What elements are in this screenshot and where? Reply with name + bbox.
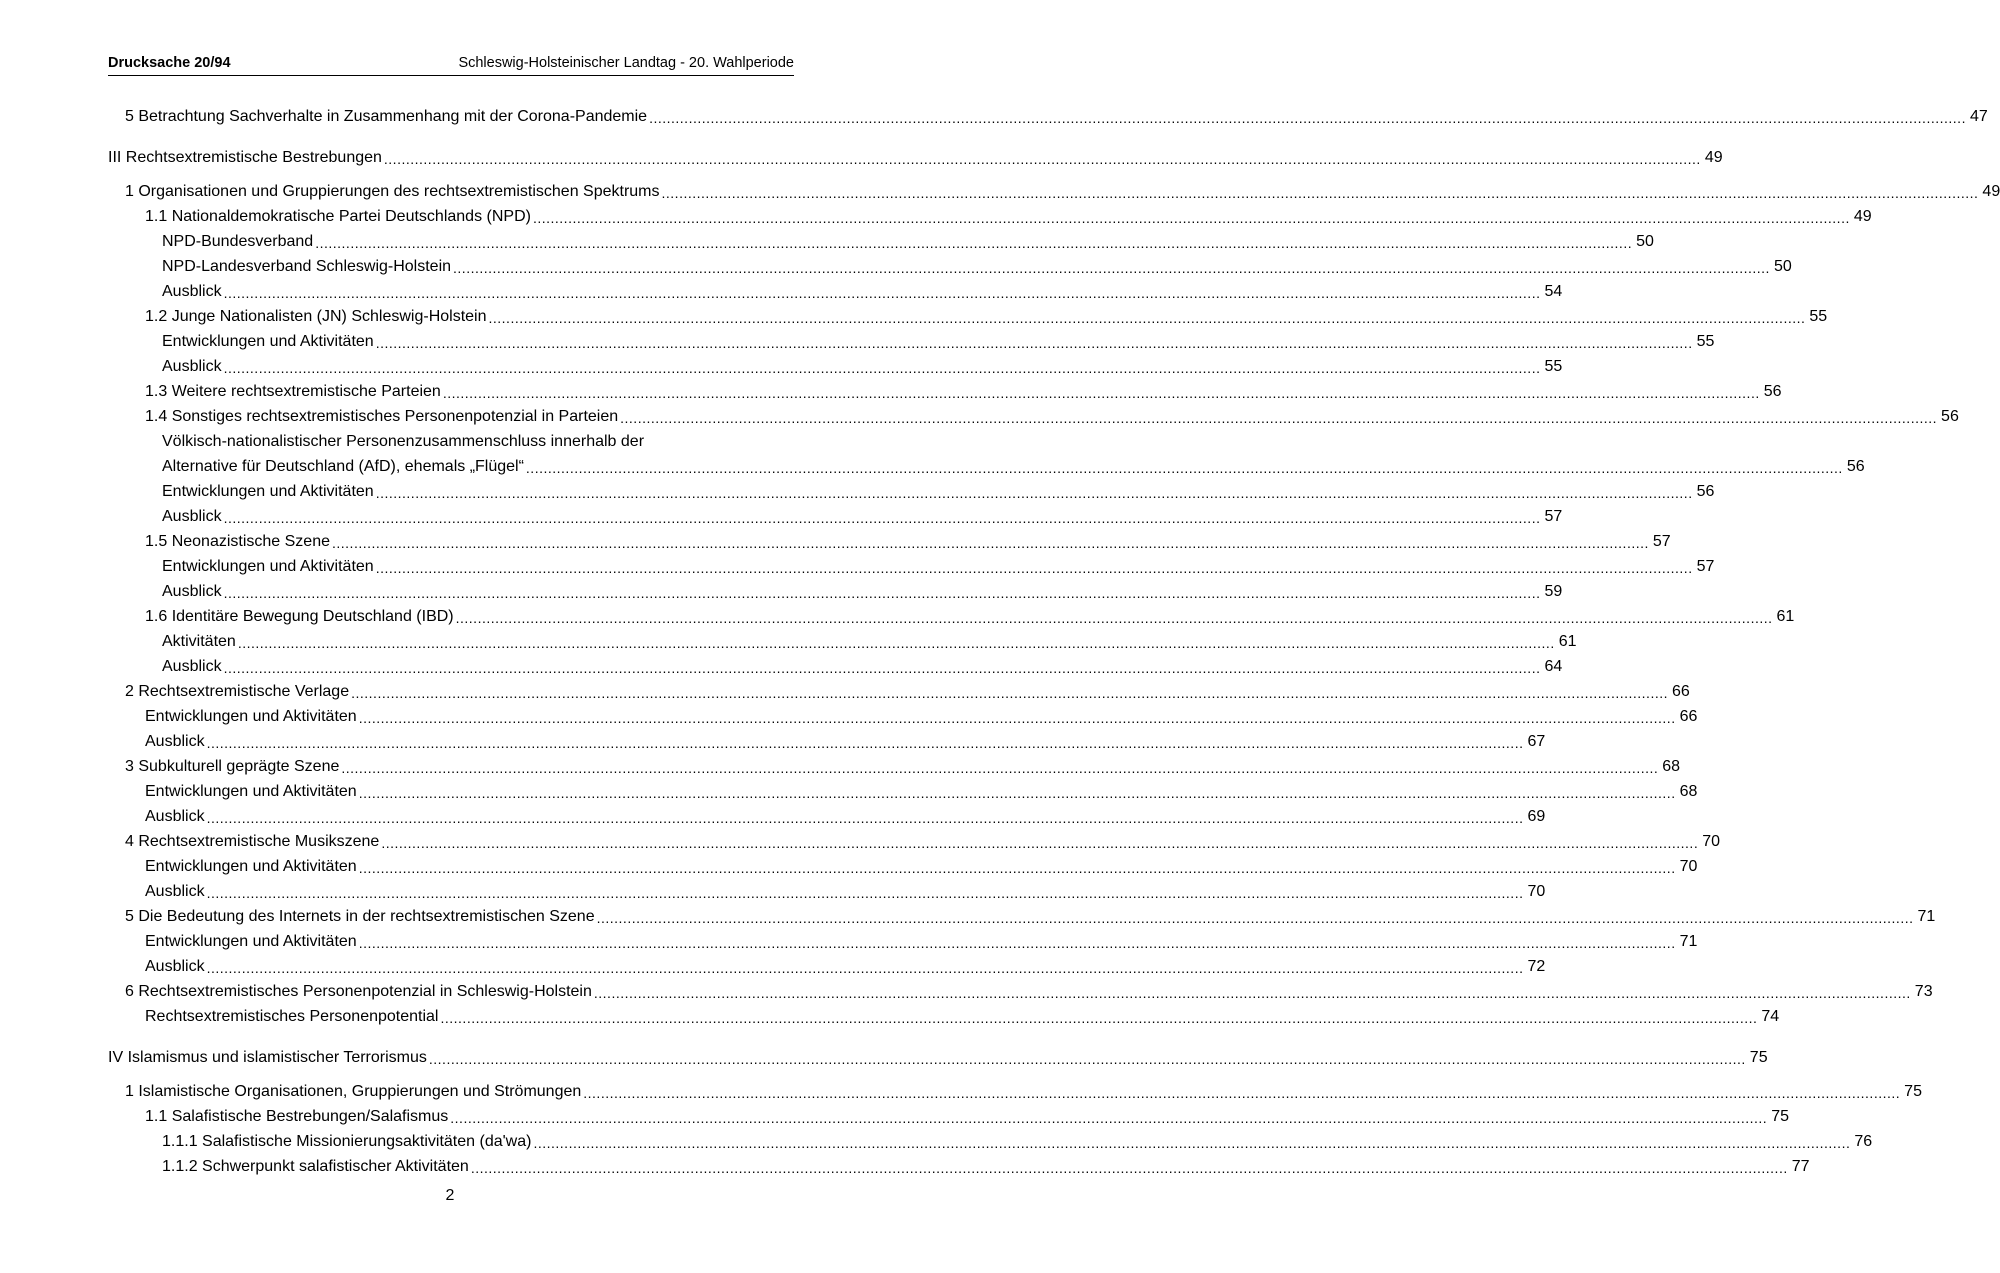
toc-entry[interactable]: [145, 605, 1795, 629]
toc-entry-page: 57: [1544, 508, 1563, 525]
dot-leader: ............................................................................................................................................................................................................................................................................................................: [453, 260, 1770, 276]
parliament-title: Schleswig-Holsteinischer Landtag - 20. Wahlperiode: [458, 55, 794, 71]
toc-entry-page: 66: [1679, 708, 1698, 725]
toc-entry-page: 74: [1761, 1008, 1780, 1025]
dot-leader: ............................................................................................................................................................................................................................................................................................................: [358, 860, 1676, 876]
toc-entry-page: 67: [1527, 733, 1546, 750]
toc-entry-page: 50: [1773, 258, 1792, 275]
dot-leader: ............................................................................................................................................................................................................................................................................................................: [455, 610, 1773, 626]
document-number: Drucksache 20/94: [108, 55, 231, 71]
toc-entry-page: 70: [1702, 833, 1721, 850]
toc-entry-page: 71: [1917, 908, 1936, 925]
toc-entry[interactable]: [145, 730, 1546, 754]
toc-entry-page: 68: [1662, 758, 1681, 775]
toc-entry-title: Völkisch-nationalistischer Personenzusammenschluss innerhalb der: [162, 430, 646, 454]
toc-entry[interactable]: [145, 380, 1782, 404]
toc-entry-page: 55: [1696, 333, 1715, 350]
toc-entry-title: Entwicklungen und Aktivitäten: [162, 480, 376, 504]
toc-entry[interactable]: [125, 905, 1936, 929]
toc-entry[interactable]: [125, 980, 1933, 1004]
dot-leader: ............................................................................................................................................................................................................................................................................................................: [442, 385, 1760, 401]
toc-entry-title: 1.1 Nationaldemokratische Partei Deutschlands (NPD): [145, 205, 533, 229]
toc-entry[interactable]: [162, 455, 1865, 479]
dot-leader: ............................................................................................................................................................................................................................................................................................................: [428, 1051, 1746, 1067]
dot-leader: ............................................................................................................................................................................................................................................................................................................: [649, 110, 1966, 126]
toc-entry[interactable]: [162, 330, 1715, 354]
dot-leader: ............................................................................................................................................................................................................................................................................................................: [620, 410, 1938, 426]
toc-entry-title: Ausblick: [145, 880, 207, 904]
toc-entry-title: 1.6 Identitäre Bewegung Deutschland (IBD): [145, 605, 456, 629]
toc-entry-page: 56: [1846, 458, 1865, 475]
toc-entry-page: 76: [1854, 1133, 1873, 1150]
toc-entry[interactable]: [145, 955, 1546, 979]
toc-entry[interactable]: [145, 855, 1698, 879]
toc-entry-page: 56: [1763, 383, 1782, 400]
toc-entry-title: 6 Rechtsextremistisches Personenpotenzial in Schleswig-Holstein: [125, 980, 594, 1004]
toc-entry-title: Entwicklungen und Aktivitäten: [145, 855, 359, 879]
dot-leader: ............................................................................................................................................................................................................................................................................................................: [470, 1160, 1788, 1176]
toc-entry-page: 75: [1904, 1083, 1922, 1100]
dot-leader: ............................................................................................................................................................................................................................................................................................................: [358, 710, 1676, 726]
dot-leader: ............................................................................................................................................................................................................................................................................................................: [206, 885, 1524, 901]
toc-entry-title: 1.4 Sonstiges rechtsextremistisches Personenpotenzial in Parteien: [145, 405, 620, 429]
toc-entry-title: Entwicklungen und Aktivitäten: [162, 555, 376, 579]
toc-entry-page: 49: [1982, 183, 2000, 200]
toc-entry[interactable]: [162, 430, 794, 454]
toc-entry-page: 54: [1544, 283, 1563, 300]
toc-entry-title: 5 Die Bedeutung des Internets in der rechtsextremistischen Szene: [125, 905, 597, 929]
dot-leader: ............................................................................................................................................................................................................................................................................................................: [237, 635, 1555, 651]
toc-entry-title: 5 Betrachtung Sachverhalte in Zusammenhang mit der Corona-Pandemie: [125, 105, 649, 129]
toc-entry-title: 3 Subkulturell geprägte Szene: [125, 755, 341, 779]
toc-entry-page: 70: [1527, 883, 1546, 900]
dot-leader: ............................................................................................................................................................................................................................................................................................................: [661, 185, 1979, 201]
toc-entry-title: 1.5 Neonazistische Szene: [145, 530, 332, 554]
toc-entry-title: 4 Rechtsextremistische Musikszene: [125, 830, 381, 854]
toc-entry-page: 56: [1696, 483, 1715, 500]
dot-leader: ............................................................................................................................................................................................................................................................................................................: [525, 460, 1843, 476]
toc-entry-title: Ausblick: [145, 955, 207, 979]
toc-entry-title: Ausblick: [162, 580, 224, 604]
toc-entry[interactable]: [145, 805, 1546, 829]
toc-entry[interactable]: [162, 355, 1563, 379]
toc-entry[interactable]: [125, 680, 1690, 704]
dot-leader: ............................................................................................................................................................................................................................................................................................................: [383, 151, 1701, 167]
toc-entry-page: 75: [1749, 1049, 1768, 1066]
dot-leader: ............................................................................................................................................................................................................................................................................................................: [596, 910, 1914, 926]
toc-entry-title: 1.3 Weitere rechtsextremistische Parteien: [145, 380, 443, 404]
dot-leader: ............................................................................................................................................................................................................................................................................................................: [332, 535, 1649, 551]
toc-entry-page: 49: [1853, 208, 1872, 225]
toc-entry-page: 72: [1527, 958, 1546, 975]
page-number: 2: [445, 1187, 455, 1204]
dot-leader: ............................................................................................................................................................................................................................................................................................................: [532, 210, 1850, 226]
toc-entry[interactable]: [162, 255, 1792, 279]
dot-leader: ............................................................................................................................................................................................................................................................................................................: [341, 760, 1659, 776]
toc-entry-title: NPD-Landesverband Schleswig-Holstein: [162, 255, 453, 279]
dot-leader: ............................................................................................................................................................................................................................................................................................................: [375, 560, 1693, 576]
dot-leader: ............................................................................................................................................................................................................................................................................................................: [375, 335, 1693, 351]
toc-entry-page: 61: [1558, 633, 1577, 650]
toc-entry[interactable]: [162, 480, 1715, 504]
toc-entry[interactable]: [125, 1080, 1922, 1104]
toc-entry-title: 1.2 Junge Nationalisten (JN) Schleswig-Holstein: [145, 305, 489, 329]
dot-leader: ............................................................................................................................................................................................................................................................................................................: [488, 310, 1806, 326]
toc-entry[interactable]: [125, 755, 1681, 779]
toc-entry[interactable]: [145, 705, 1698, 729]
dot-leader: ............................................................................................................................................................................................................................................................................................................: [315, 235, 1633, 251]
toc-entry-title: Ausblick: [162, 505, 224, 529]
dot-leader: ............................................................................................................................................................................................................................................................................................................: [223, 510, 1541, 526]
toc-entry-page: 55: [1809, 308, 1828, 325]
dot-leader: ............................................................................................................................................................................................................................................................................................................: [593, 985, 1911, 1001]
toc-entry-page: 47: [1969, 108, 1988, 125]
dot-leader: ............................................................................................................................................................................................................................................................................................................: [381, 835, 1699, 851]
toc-entry-page: 68: [1679, 783, 1698, 800]
toc-entry-title: Entwicklungen und Aktivitäten: [145, 705, 359, 729]
toc-entry-title: Entwicklungen und Aktivitäten: [145, 780, 359, 804]
toc-entry-title: Ausblick: [162, 280, 224, 304]
toc-entry[interactable]: [125, 180, 2000, 204]
toc-entry-page: 73: [1914, 983, 1933, 1000]
toc-entry-title: Ausblick: [145, 805, 207, 829]
toc-entry-title: Entwicklungen und Aktivitäten: [145, 930, 359, 954]
dot-leader: ............................................................................................................................................................................................................................................................................................................: [583, 1085, 1901, 1101]
toc-entry-title: Ausblick: [162, 355, 224, 379]
toc-entry[interactable]: [162, 1130, 1873, 1154]
toc-entry[interactable]: [145, 780, 1698, 804]
toc-entry-page: 66: [1672, 683, 1690, 700]
toc-entry[interactable]: [162, 1155, 1810, 1179]
page-header: [108, 55, 794, 76]
toc-entry-title: 1 Islamistische Organisationen, Gruppierungen und Strömungen: [125, 1080, 583, 1104]
toc-entry-page: 59: [1544, 583, 1563, 600]
toc-entry-page: 57: [1696, 558, 1715, 575]
toc-entry-title: 1.1 Salafistische Bestrebungen/Salafismus: [145, 1105, 450, 1129]
toc-entry-page: 50: [1636, 233, 1654, 250]
toc-entry-title: Ausblick: [145, 730, 207, 754]
dot-leader: ............................................................................................................................................................................................................................................................................................................: [358, 935, 1676, 951]
dot-leader: ............................................................................................................................................................................................................................................................................................................: [533, 1135, 1851, 1151]
toc-entry-title: Entwicklungen und Aktivitäten: [162, 330, 376, 354]
toc-entry[interactable]: [145, 930, 1698, 954]
toc-entry[interactable]: [145, 305, 1828, 329]
dot-leader: ............................................................................................................................................................................................................................................................................................................: [440, 1010, 1758, 1026]
toc-entry-page: 61: [1776, 608, 1795, 625]
toc-entry[interactable]: [125, 105, 1988, 129]
toc-entry-title: IV Islamismus und islamistischer Terrorismus: [108, 1046, 429, 1070]
toc-entry[interactable]: [162, 630, 1577, 654]
toc-entry[interactable]: [162, 555, 1715, 579]
toc-entry[interactable]: [162, 655, 1563, 679]
toc-entry[interactable]: [162, 580, 1563, 604]
toc-entry-page: 49: [1704, 149, 1723, 166]
toc-entry[interactable]: [162, 280, 1563, 304]
dot-leader: ............................................................................................................................................................................................................................................................................................................: [375, 485, 1693, 501]
dot-leader: ............................................................................................................................................................................................................................................................................................................: [223, 585, 1541, 601]
toc-entry[interactable]: [108, 1046, 1768, 1070]
toc-entry-title: 1 Organisationen und Gruppierungen des rechtsextremistischen Spektrums: [125, 180, 662, 204]
toc-entry-title: 1.1.1 Salafistische Missionierungsaktivitäten (da'wa): [162, 1130, 533, 1154]
toc-entry-page: 69: [1527, 808, 1546, 825]
dot-leader: ............................................................................................................................................................................................................................................................................................................: [206, 960, 1524, 976]
dot-leader: ............................................................................................................................................................................................................................................................................................................: [351, 685, 1669, 701]
dot-leader: ............................................................................................................................................................................................................................................................................................................: [358, 785, 1676, 801]
toc-entry-title: 2 Rechtsextremistische Verlage: [125, 680, 351, 704]
toc-entry-title: NPD-Bundesverband: [162, 230, 315, 254]
toc-entry[interactable]: [125, 830, 1721, 854]
toc-entry-title: Ausblick: [162, 655, 224, 679]
toc-entry-title: Aktivitäten: [162, 630, 238, 654]
dot-leader: ............................................................................................................................................................................................................................................................................................................: [450, 1110, 1768, 1126]
toc-entry[interactable]: [162, 505, 1563, 529]
toc-entry-page: 64: [1544, 658, 1563, 675]
toc-entry-title: III Rechtsextremistische Bestrebungen: [108, 146, 384, 170]
toc-entry[interactable]: [108, 146, 1723, 170]
toc-entry-page: 77: [1791, 1158, 1810, 1175]
toc-entry[interactable]: [145, 530, 1671, 554]
dot-leader: ............................................................................................................................................................................................................................................................................................................: [206, 810, 1524, 826]
toc-entry[interactable]: [145, 405, 1959, 429]
toc-entry-title: Rechtsextremistisches Personenpotential: [145, 1005, 440, 1029]
toc-entry-page: 56: [1941, 408, 1959, 425]
toc-entry-title: 1.1.2 Schwerpunkt salafistischer Aktivitäten: [162, 1155, 471, 1179]
toc-entry-page: 75: [1771, 1108, 1789, 1125]
toc-entry-page: 71: [1679, 933, 1698, 950]
dot-leader: ............................................................................................................................................................................................................................................................................................................: [223, 285, 1541, 301]
toc-entry[interactable]: [145, 1105, 1789, 1129]
dot-leader: ............................................................................................................................................................................................................................................................................................................: [223, 360, 1541, 376]
toc-entry-page: 55: [1544, 358, 1563, 375]
toc-entry-page: 57: [1652, 533, 1671, 550]
toc-entry[interactable]: [145, 205, 1872, 229]
toc-entry[interactable]: [145, 880, 1546, 904]
toc-entry-title: Alternative für Deutschland (AfD), ehemals „Flügel“: [162, 455, 526, 479]
toc-entry[interactable]: [145, 1005, 1780, 1029]
dot-leader: ............................................................................................................................................................................................................................................................................................................: [223, 660, 1541, 676]
dot-leader: ............................................................................................................................................................................................................................................................................................................: [206, 735, 1524, 751]
toc-entry[interactable]: [162, 230, 1654, 254]
toc-entry-page: 70: [1679, 858, 1698, 875]
